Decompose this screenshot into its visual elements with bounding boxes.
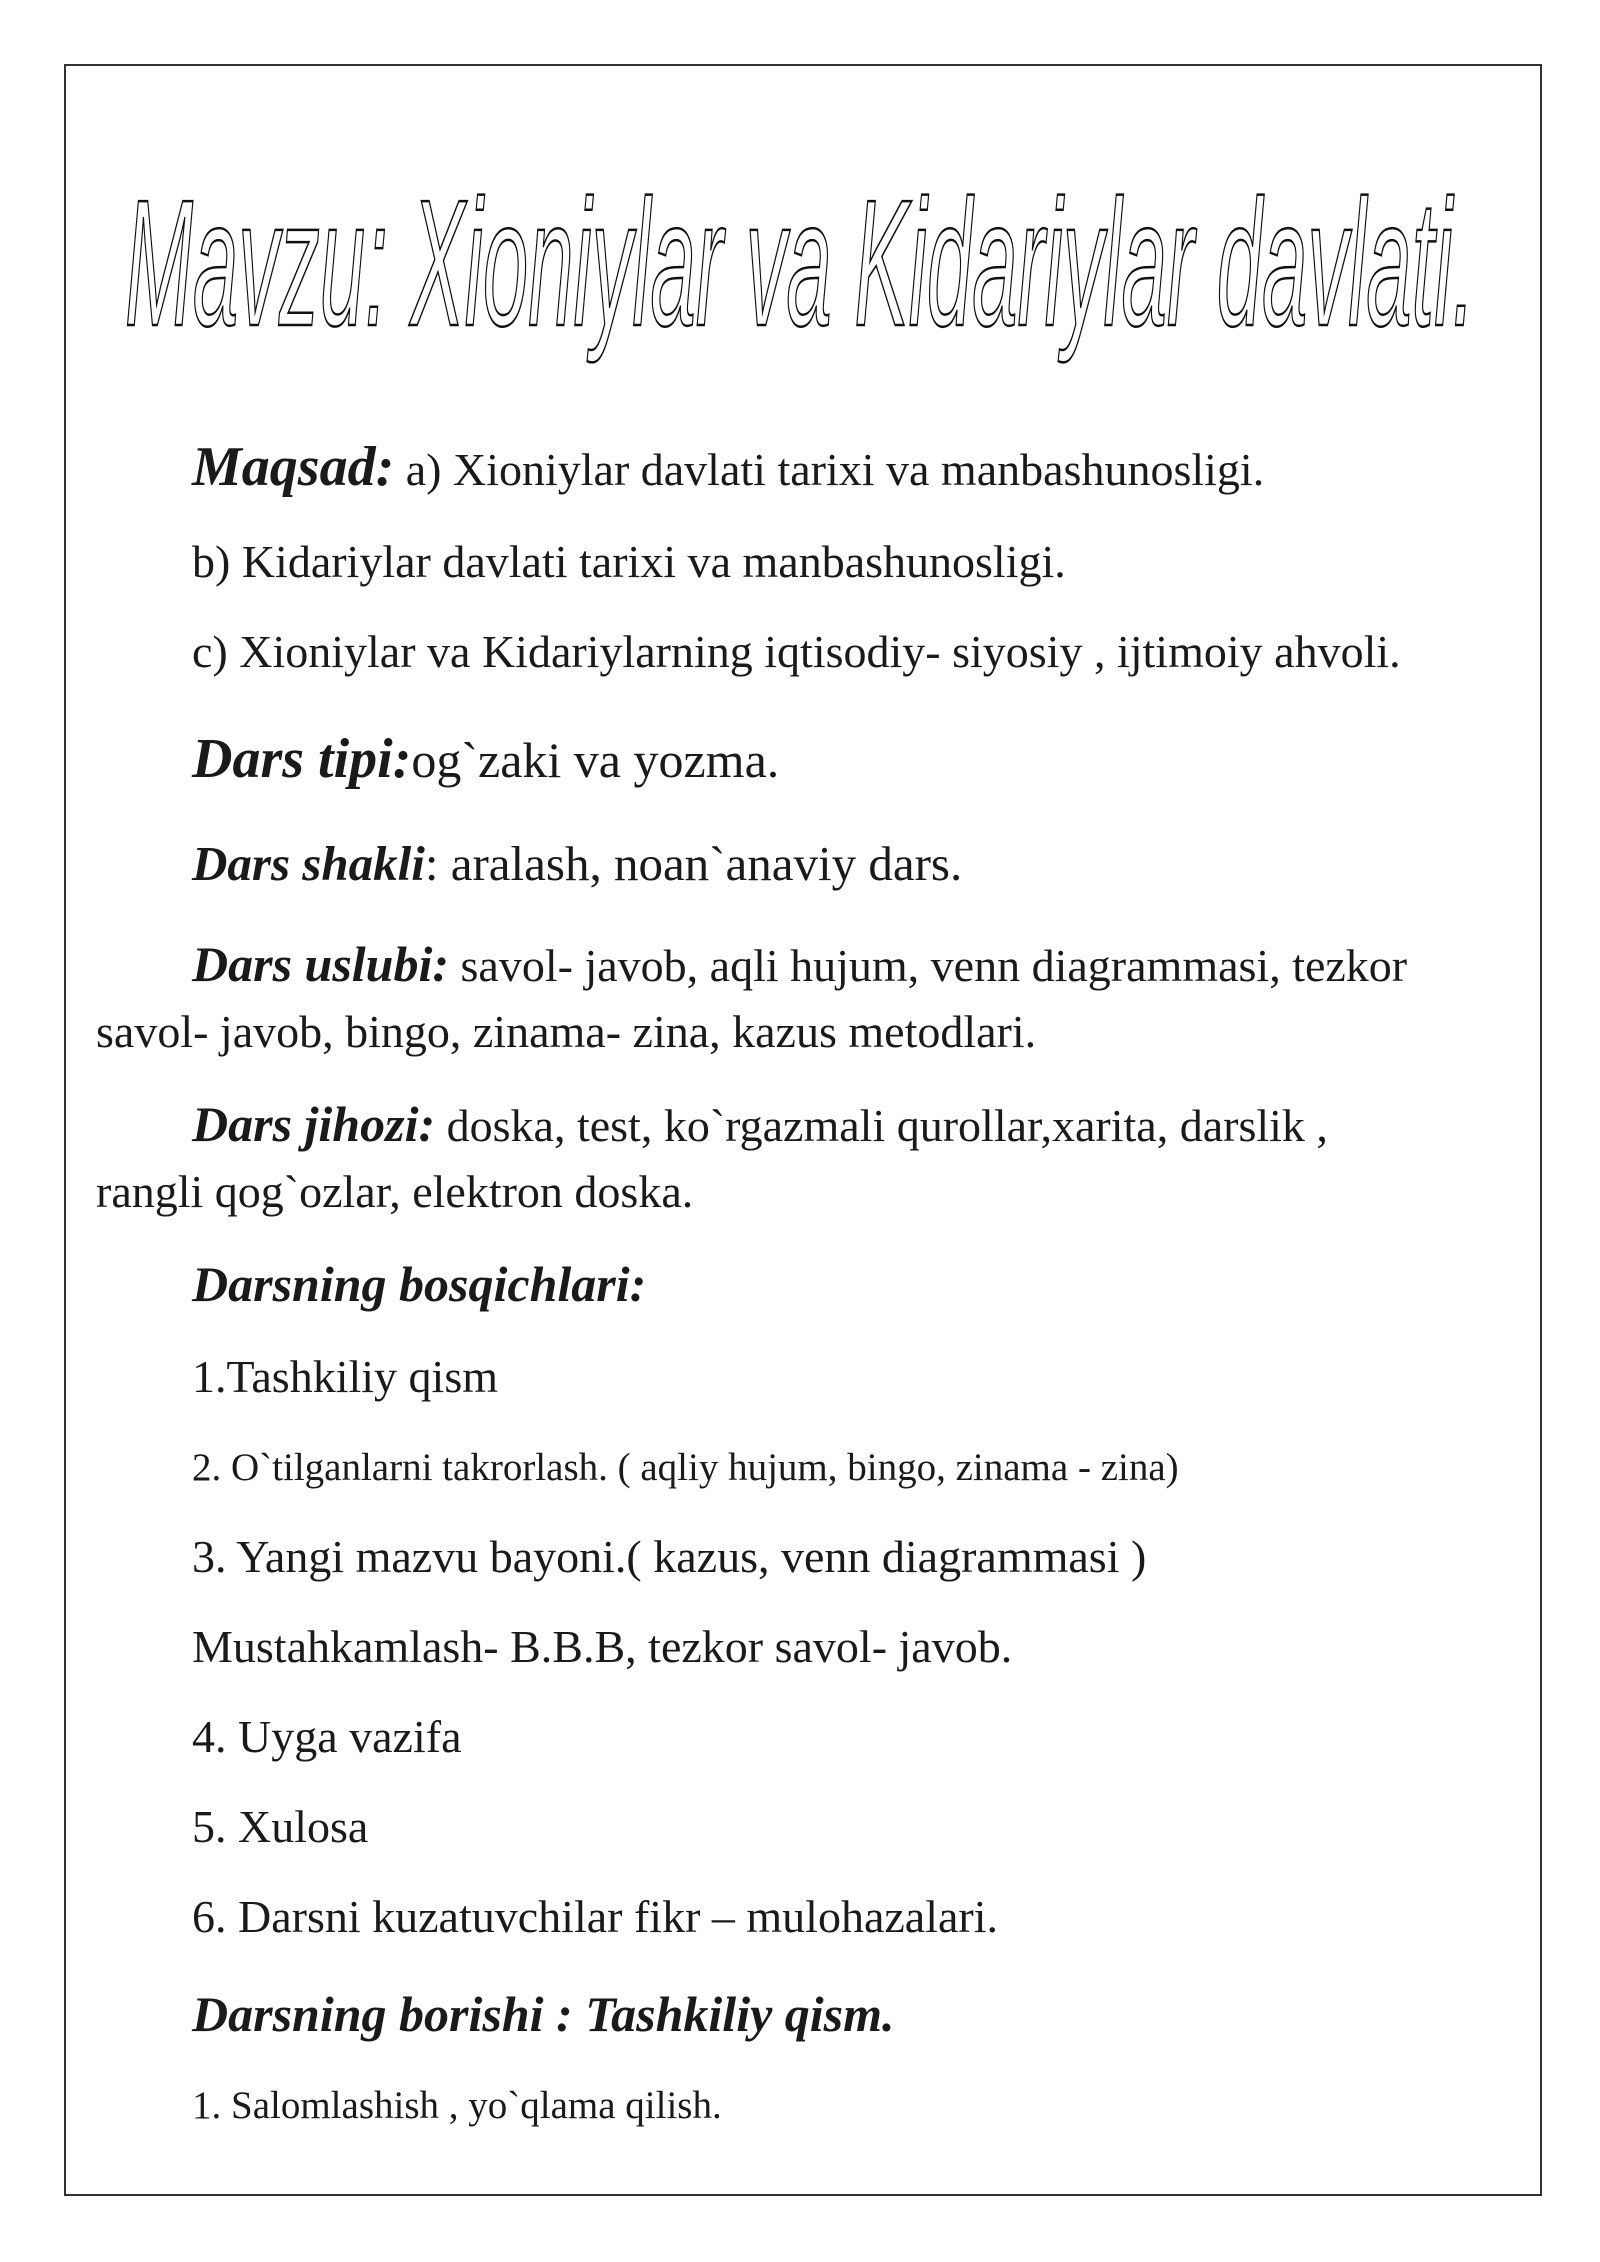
dars-tipi-line [192,727,779,791]
title-wordart [0,160,1600,410]
borishi-item: 1. Salomlashish , yo`qlama qilish. [192,2084,722,2127]
bosqich-item: Mustahkamlash- B.B.B, tezkor savol- javob. [192,1621,1013,1672]
bosqich-item: 2. O`tilganlarni takrorlash. ( aqliy hujum, bingo, zinama - zina) [192,1446,1179,1489]
bosqich-item: 4. Uyga vazifa [192,1711,462,1762]
maqsad-a: a) Xioniylar davlati tarixi va manbashunosligi. [405,444,1265,495]
dars-shakli-label: Dars shakli [192,836,425,891]
borishi-heading: Darsning borishi : Tashkiliy qism. [192,1986,895,2042]
bosqich-item: 6. Darsni kuzatuvchilar fikr – mulohazalari. [192,1891,998,1942]
bosqichlar-heading: Darsning bosqichlari: [192,1256,647,1312]
dars-uslubi-text1: savol- javob, aqli hujum, venn diagrammasi, tezkor [449,940,1408,991]
dars-uslubi-label: Dars uslubi: [192,936,450,992]
dars-jihozi-line1 [192,1095,1328,1153]
bosqich-item: 5. Xulosa [192,1801,369,1852]
page-title: Mavzu: Xioniylar va Kidariylar davlati. [125,163,1475,364]
dars-uslubi-line1 [192,935,1407,993]
bosqich-item: 3. Yangi mazvu bayoni.( kazus, venn diagrammasi ) [192,1531,1147,1582]
dars-jihozi-text1: doska, test, ko`rgazmali qurollar,xarita, darslik , [435,1100,1328,1151]
dars-shakli-text: : aralash, noan`anaviy dars. [424,836,963,891]
bosqich-item: 1.Tashkiliy qism [192,1351,499,1402]
maqsad-line-a [192,435,1264,499]
dars-shakli-line [192,835,962,892]
dars-uslubi-text2: savol- javob, bingo, zinama- zina, kazus metodlari. [96,1006,1037,1057]
dars-tipi-text: og`zaki va yozma. [411,732,780,788]
maqsad-b: b) Kidariylar davlati tarixi va manbashunosligi. [192,536,1066,587]
maqsad-c: c) Xioniylar va Kidariylarning iqtisodiy- siyosiy , ijtimoiy ahvoli. [192,626,1401,677]
dars-jihozi-text2: rangli qog`ozlar, elektron doska. [96,1166,694,1217]
maqsad-label: Maqsad: [192,436,395,498]
dars-jihozi-label: Dars jihozi: [192,1096,436,1152]
dars-tipi-label: Dars tipi: [192,728,412,790]
